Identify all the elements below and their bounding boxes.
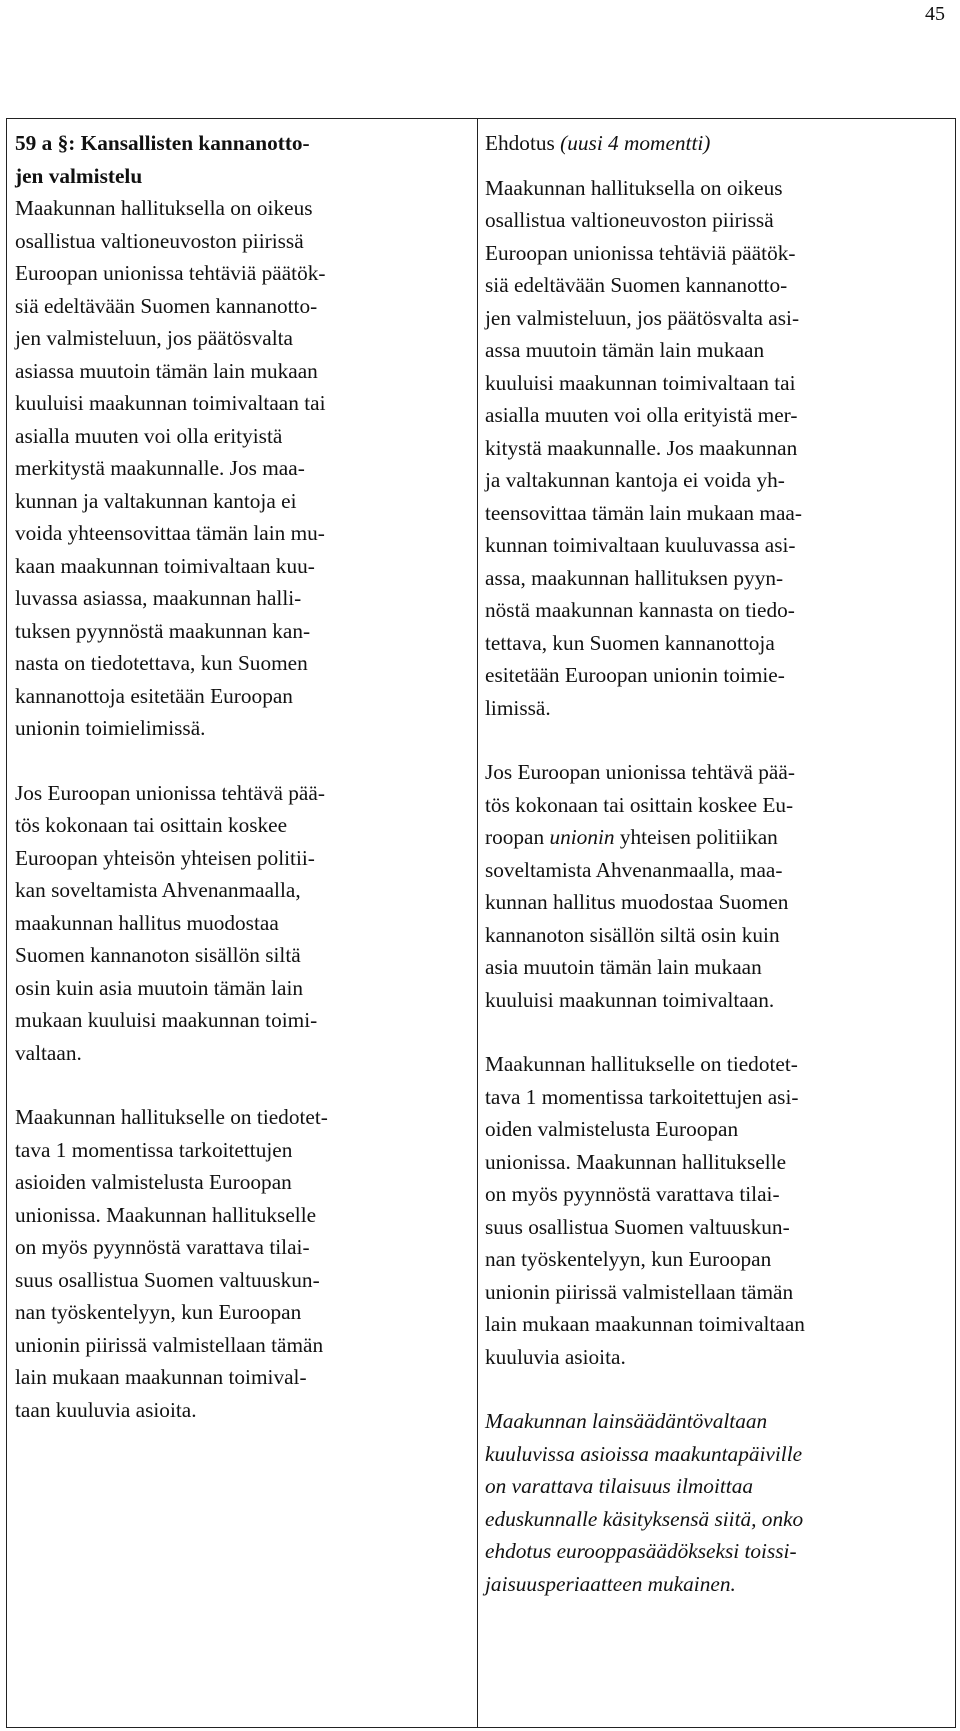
right-paragraph-1: Maakunnan hallituksella on oikeus osallistua valtioneuvoston piirissä Euroopan unionissa tehtäviä päätök- siä edeltävään Suomen kannanotto- jen valmisteluun, jos päätösvalta asi- assa muutoin tämän lain mukaan kuuluisi maakunnan toimivaltaan tai asialla muuten voi olla erityistä mer- kitystä maakunnalle. Jos maakunnan ja valtakunnan kantoja ei voida yh- teensovittaa tämän lain mukaan maa- kunnan toimivaltaan kuuluvassa asi- assa, maakunnan hallituksen pyyn- nöstä maakunnan kannasta on tiedo- tettava, kun Suomen kannanottoja esitetään Euroopan unionin toimie- limissä. bbox=[485, 175, 802, 720]
left-paragraph-3: Maakunnan hallitukselle on tiedotet- tava 1 momentissa tarkoitettujen asioiden valmistelusta Euroopan unionissa. Maakunnan hallitukselle on myös pyynnöstä varattava tilai- suus osallistua Suomen valtuuskun- nan työskentelyyn, kun Euroopan unionin piirissä valmistellaan tämän lain mukaan maakunnan toimival- taan kuuluvia asioita. bbox=[15, 1105, 328, 1422]
proposal-column bbox=[485, 127, 945, 1600]
proposal-heading-label: Ehdotus bbox=[485, 131, 555, 155]
comparison-table bbox=[6, 118, 956, 1728]
section-heading: 59 a §: Kansallisten kannanotto- jen valmistelu bbox=[15, 131, 310, 188]
right-paragraph-2-italic: unionin bbox=[549, 825, 615, 849]
current-law-column bbox=[15, 127, 473, 1426]
proposal-heading bbox=[485, 127, 945, 160]
right-paragraph-2 bbox=[485, 756, 945, 1016]
proposal-heading-note: (uusi 4 momentti) bbox=[560, 131, 711, 155]
right-paragraph-4: Maakunnan lainsäädäntövaltaan kuuluvissa asioissa maakuntapäiville on varattava tilaisuus ilmoittaa eduskunnalle käsityksensä siitä, onko ehdotus eurooppasäädökseksi toissi- jaisuusperiaatteen mukainen. bbox=[485, 1409, 804, 1596]
right-paragraph-3: Maakunnan hallitukselle on tiedotet- tava 1 momentissa tarkoitettujen asi- oiden valmistelusta Euroopan unionissa. Maakunnan hallitukselle on myös pyynnöstä varattava tilai- suus osallistua Suomen valtuuskun- nan työskentelyyn, kun Euroopan unionin piirissä valmistellaan tämän lain mukaan maakunnan toimivaltaan kuuluvia asioita. bbox=[485, 1052, 805, 1369]
page-number: 45 bbox=[925, 3, 945, 25]
right-paragraph-2-end: yhteisen politiikan soveltamista Ahvenanmaalla, maa- kunnan hallitus muodostaa Suomen kannanoton sisällön siltä osin kuin asia muutoin tämän lain mukaan kuuluisi maakunnan toimivaltaan. bbox=[485, 825, 789, 1012]
left-paragraph-1: Maakunnan hallituksella on oikeus osallistua valtioneuvoston piirissä Euroopan unionissa tehtäviä päätök- siä edeltävään Suomen kannanotto- jen valmisteluun, jos päätösvalta asiassa muutoin tämän lain mukaan kuuluisi maakunnan toimivaltaan tai asialla muuten voi olla erityistä merkitystä maakunnalle. Jos maa- kunnan ja valtakunnan kantoja ei voida yhteensovittaa tämän lain mu- kaan maakunnan toimivaltaan kuu- luvassa asiassa, maakunnan halli- tuksen pyynnöstä maakunnan kan- nasta on tiedotettava, kun Suomen kannanottoja esitetään Euroopan unionin toimielimissä. bbox=[15, 196, 326, 740]
right-paragraph-2-start: Jos Euroopan unionissa tehtävä pää- tös kokonaan tai osittain koskee Eu- roopan bbox=[485, 760, 795, 849]
column-divider bbox=[477, 119, 478, 1727]
left-paragraph-2: Jos Euroopan unionissa tehtävä pää- tös kokonaan tai osittain koskee Euroopan yhteisön yhteisen politii- kan soveltamista Ahvenanmaalla, maakunnan hallitus muodostaa Suomen kannanoton sisällön siltä osin kuin asia muutoin tämän lain mukaan kuuluisi maakunnan toimi- valtaan. bbox=[15, 780, 325, 1065]
